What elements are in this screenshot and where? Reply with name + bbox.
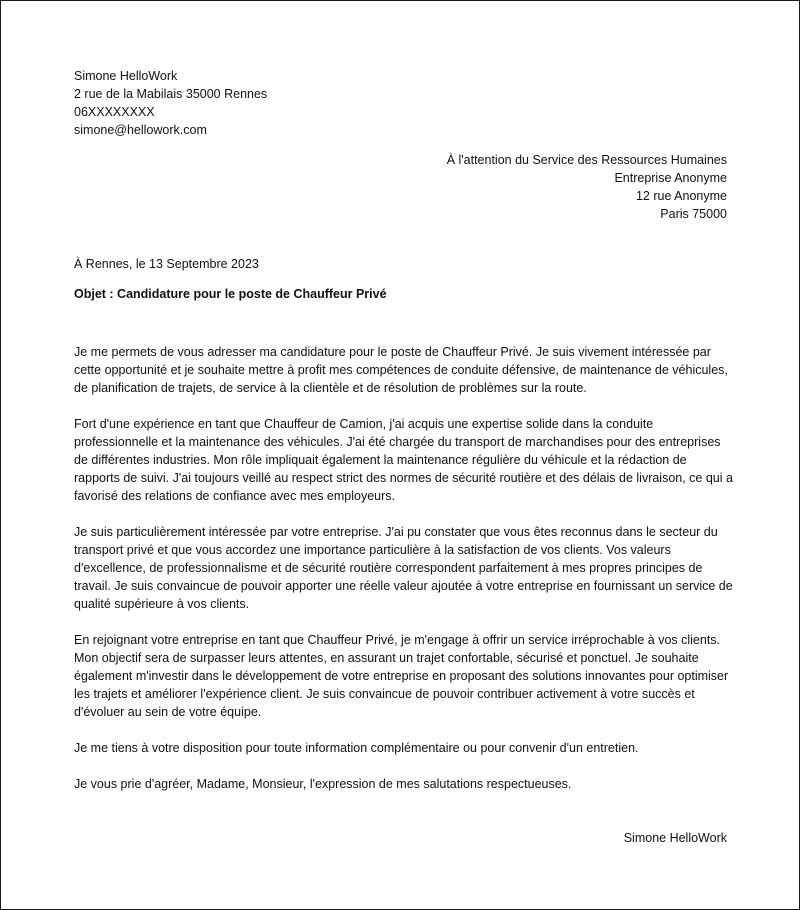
body-paragraph: Je me permets de vous adresser ma candidature pour le poste de Chauffeur Privé. Je suis vivement intéressée par cette opportunité et je souhaite mettre à profit mes compétences de conduite défensive, de maintenance de véhicules, de planification de trajets, de service à la clientèle et de résolution de problèmes sur la route. — [74, 345, 728, 395]
letter-body — [74, 343, 734, 793]
body-paragraph: Je suis particulièrement intéressée par votre entreprise. J'ai pu constater que vous êtes reconnus dans le secteur du transport privé et que vous accordez une importance particulière à la satisfaction de vos clients. Vos valeurs d'excellence, de professionnalisme et de sécurité routière correspondent parfaitement à mes propres principes de travail. Je suis convaincue de pouvoir apporter une réelle valeur ajoutée à votre entreprise en fournissant un service de qualité supérieure à vos clients. — [74, 525, 733, 611]
recipient-street: 12 rue Anonyme — [635, 189, 727, 203]
sender-name: Simone HelloWork — [74, 69, 178, 83]
recipient-company: Entreprise Anonyme — [614, 171, 727, 185]
recipient-attention: À l'attention du Service des Ressources Humaines — [446, 153, 727, 167]
closing-paragraph: Je vous prie d'agréer, Madame, Monsieur, l'expression de mes salutations respectueuses. — [74, 777, 572, 791]
sender-block — [74, 67, 474, 139]
sender-phone: 06XXXXXXXX — [74, 105, 155, 119]
subject-line: Objet : Candidature pour le poste de Chauffeur Privé — [74, 287, 387, 301]
body-paragraph: En rejoignant votre entreprise en tant que Chauffeur Privé, je m'engage à offrir un service irréprochable à vos clients. Mon objectif sera de surpasser leurs attentes, en assurant un trajet confortable, sécurisé et ponctuel. Je souhaite également m'investir dans le développement de votre entreprise en proposant des solutions innovantes pour optimiser les trajets et améliorer l'expérience client. Je suis convaincue de pouvoir contribuer activement à votre succès et d'évoluer au sein de votre équipe. — [74, 633, 729, 719]
recipient-block — [307, 151, 727, 223]
sender-address: 2 rue de la Mabilais 35000 Rennes — [74, 87, 268, 101]
signature: Simone HelloWork — [623, 831, 727, 845]
date-line: À Rennes, le 13 Septembre 2023 — [74, 257, 259, 271]
recipient-city: Paris 75000 — [660, 207, 727, 221]
sender-email: simone@hellowork.com — [74, 123, 207, 137]
body-paragraph: Fort d'une expérience en tant que Chauffeur de Camion, j'ai acquis une expertise solide dans la conduite professionnelle et la maintenance des véhicules. J'ai été chargée du transport de marchandises pour des entreprises de différentes industries. Mon rôle impliquait également la maintenance régulière du véhicule et la rédaction de rapports de suivi. J'ai toujours veillé au respect strict des normes de sécurité routière et des délais de livraison, ce qui a favorisé des relations de confiance avec mes employeurs. — [74, 417, 733, 503]
body-paragraph: Je me tiens à votre disposition pour toute information complémentaire ou pour convenir d'un entretien. — [74, 741, 639, 755]
